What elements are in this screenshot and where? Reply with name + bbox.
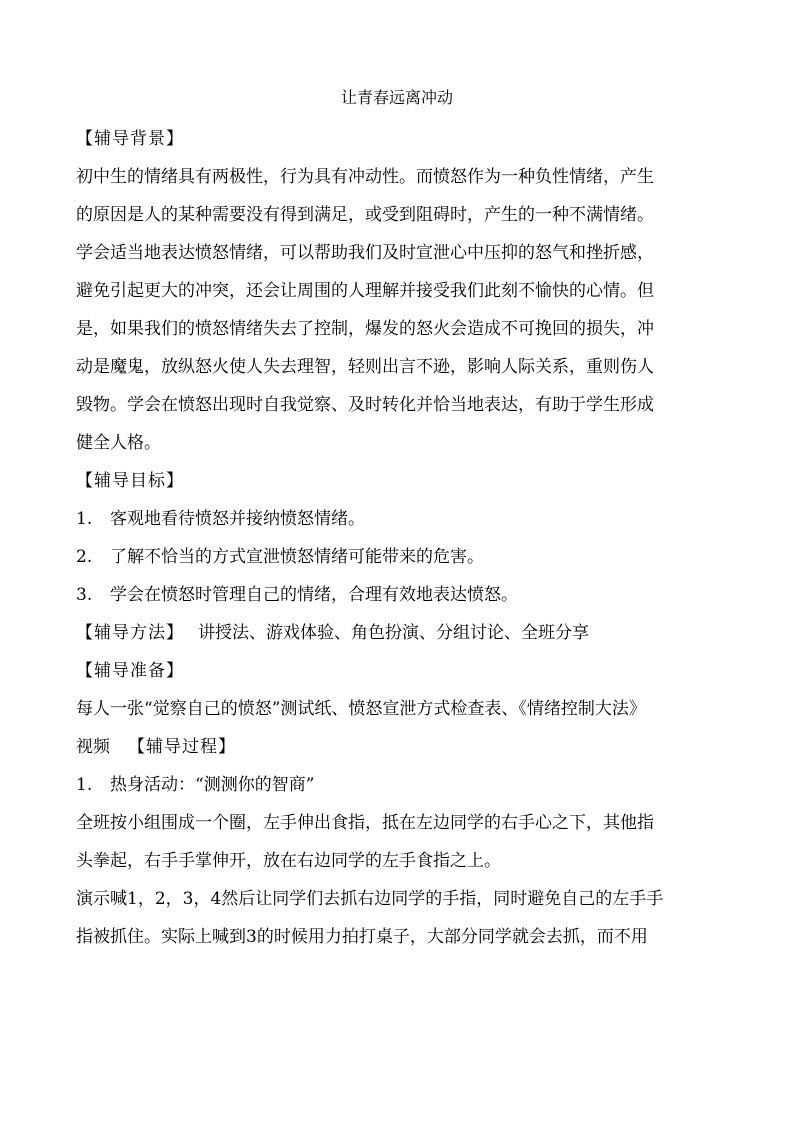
goal-text: 了解不恰当的方式宣泄愤怒情绪可能带来的危害。 <box>110 547 484 567</box>
goal-item <box>76 538 746 576</box>
document-title: 让青春远离冲动 <box>340 88 453 107</box>
background-line: 健全人格。 <box>76 433 161 453</box>
goal-item <box>76 500 746 538</box>
methods-text: 讲授法、游戏体验、角色扮演、分组讨论、全班分享 <box>198 623 589 643</box>
background-line: 是，如果我们的愤怒情绪失去了控制，爆发的怒火会造成不可挽回的损失，冲 <box>76 319 654 339</box>
goal-text: 学会在愤怒时管理自己的情绪，合理有效地表达愤怒。 <box>110 585 518 605</box>
methods-row <box>76 614 746 652</box>
background-line: 初中生的情绪具有两极性，行为具有冲动性。而愤怒作为一种负性情绪，产生 <box>76 167 654 187</box>
process-line: 演示喊1，2，3，4然后让同学们去抓右边同学的手指，同时避免自己的左手手 <box>76 889 664 909</box>
goal-text: 客观地看待愤怒并接纳愤怒情绪。 <box>110 509 365 529</box>
preparation-heading: 【辅导准备】 <box>76 661 184 681</box>
background-line: 学会适当地表达愤怒情绪，可以帮助我们及时宣泄心中压抑的怒气和挫折感， <box>76 243 654 263</box>
preparation-line: 每人一张“觉察自己的愤怒”测试纸、愤怒宣泄方式检查表、《情绪控制大法》 <box>76 699 646 719</box>
goals-heading: 【辅导目标】 <box>76 471 184 491</box>
step-title: 热身活动：“测测你的智商” <box>110 775 315 795</box>
goal-number: 1. <box>76 509 93 529</box>
preparation-row <box>76 728 746 766</box>
background-line: 的原因是人的某种需要没有得到满足，或受到阻碍时，产生的一种不满情绪。 <box>76 205 654 225</box>
goal-number: 3. <box>76 585 93 605</box>
process-line: 全班按小组围成一个圈，左手伸出食指，抵在左边同学的右手心之下，其他指 <box>76 813 654 833</box>
process-heading: 【辅导过程】 <box>128 737 236 757</box>
preparation-line: 视频 <box>76 737 110 757</box>
background-line: 避免引起更大的冲突，还会让周围的人理解并接受我们此刻不愉快的心情。但 <box>76 281 654 301</box>
process-step <box>76 766 746 804</box>
background-line: 毁物。学会在愤怒出现时自我觉察、及时转化并恰当地表达，有助于学生形成 <box>76 395 654 415</box>
background-heading: 【辅导背景】 <box>76 129 184 149</box>
goal-item <box>76 576 746 614</box>
process-line: 指被抓住。实际上喊到3的时候用力拍打桌子，大部分同学就会去抓，而不用 <box>76 927 648 947</box>
document-body <box>76 120 746 956</box>
methods-heading: 【辅导方法】 <box>76 623 184 643</box>
background-line: 动是魔鬼，放纵怒火使人失去理智，轻则出言不逊，影响人际关系，重则伤人 <box>76 357 654 377</box>
goal-number: 2. <box>76 547 93 567</box>
step-number: 1. <box>76 775 93 795</box>
process-line: 头拳起，右手手掌伸开，放在右边同学的左手食指之上。 <box>76 851 501 871</box>
